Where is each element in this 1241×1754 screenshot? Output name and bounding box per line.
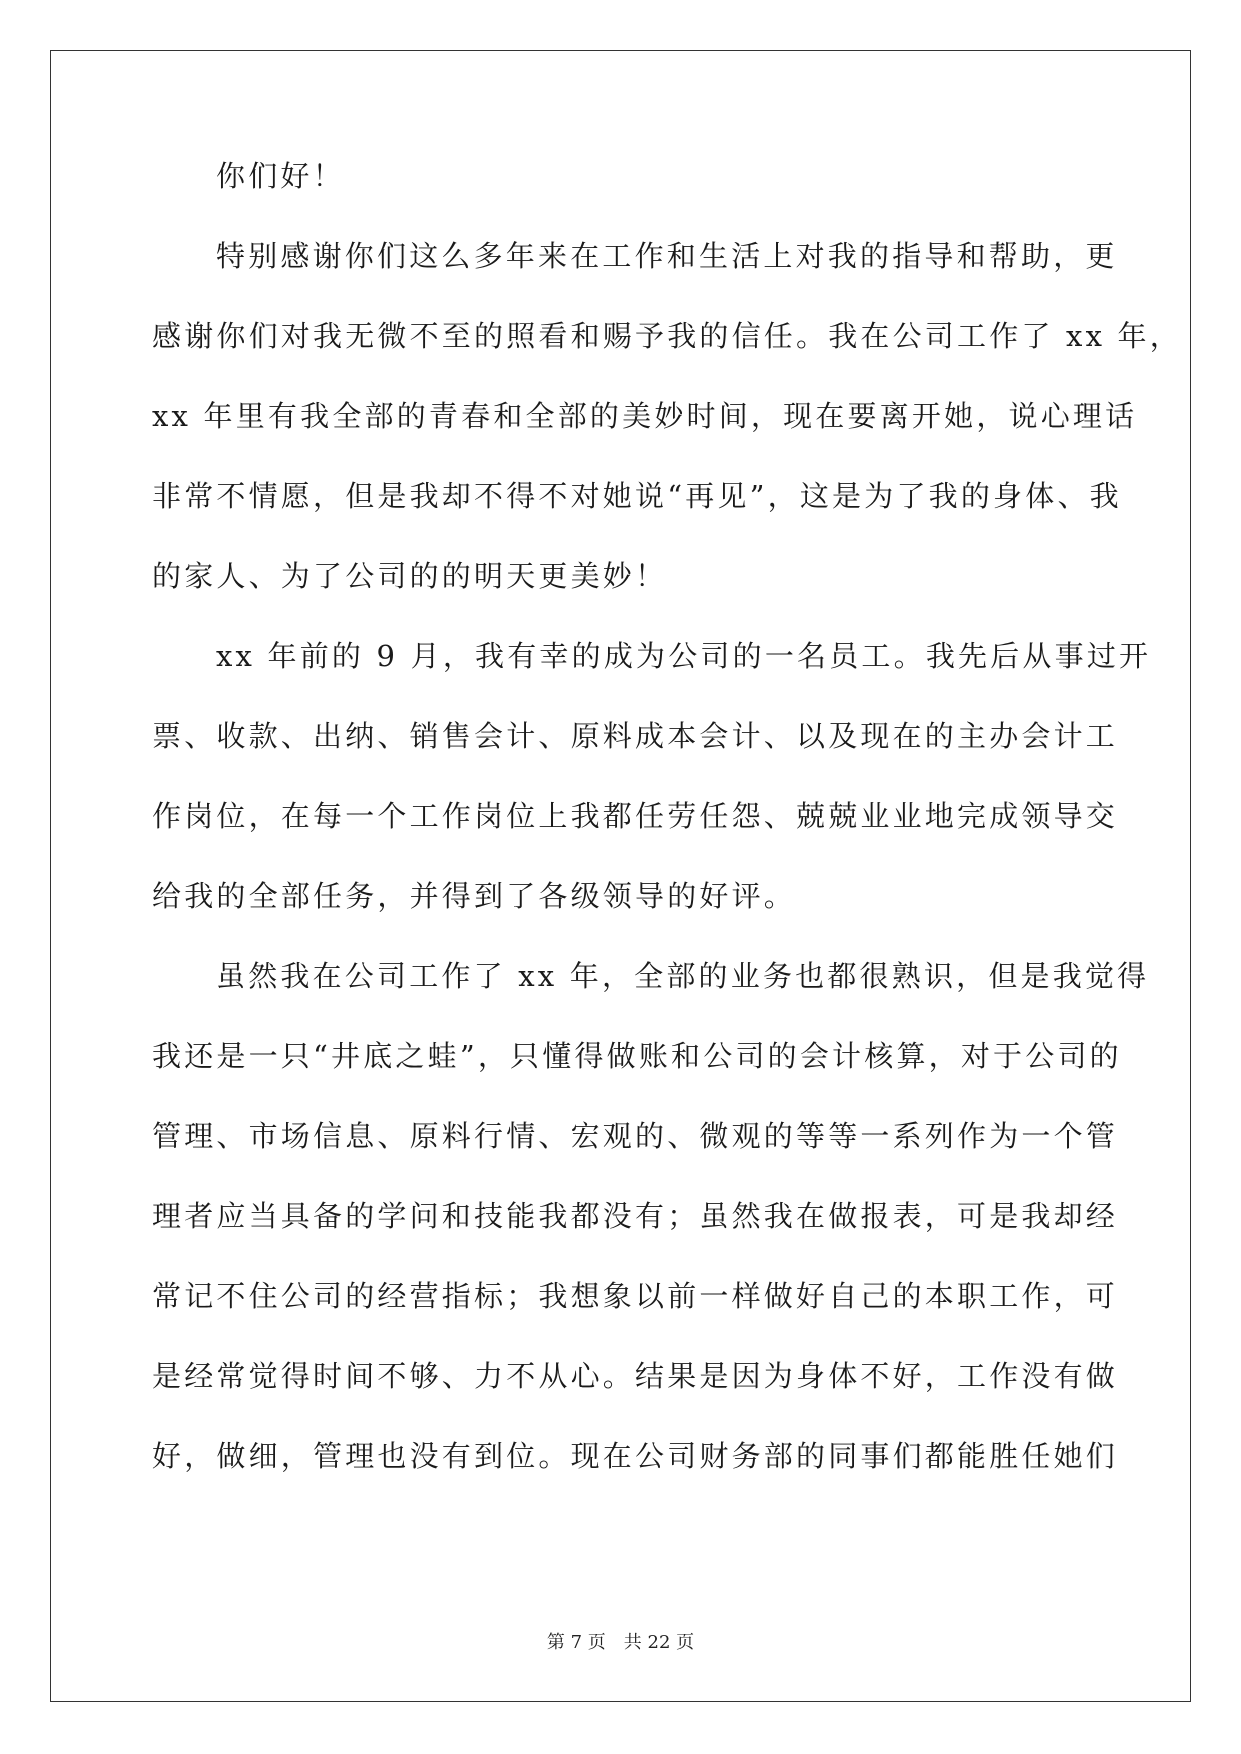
text-line: 的家人、为了公司的的明天更美妙！ — [152, 559, 668, 593]
document-body — [152, 158, 1182, 1518]
text-line: 我还是一只“井底之蛙”，只懂得做账和公司的会计核算，对于公司的 — [152, 1039, 1122, 1073]
text-line: xx 年里有我全部的青春和全部的美妙时间，现在要离开她，说心理话 — [152, 399, 1138, 433]
text-line: 感谢你们对我无微不至的照看和赐予我的信任。我在公司工作了 xx 年， — [152, 319, 1182, 353]
text-line: 好，做细，管理也没有到位。现在公司财务部的同事们都能胜任她们 — [152, 1439, 1119, 1473]
page-total: 共 22 页 — [623, 1632, 695, 1653]
text-line: 票、收款、出纳、销售会计、原料成本会计、以及现在的主办会计工 — [152, 719, 1119, 753]
text-line: 理者应当具备的学问和技能我都没有；虽然我在做报表，可是我却经 — [152, 1199, 1119, 1233]
text-line: 你们好！ — [216, 159, 345, 193]
text-line: 给我的全部任务，并得到了各级领导的好评。 — [152, 879, 797, 913]
text-line: 是经常觉得时间不够、力不从心。结果是因为身体不好，工作没有做 — [152, 1359, 1119, 1393]
text-line: 常记不住公司的经营指标；我想象以前一样做好自己的本职工作，可 — [152, 1279, 1119, 1313]
text-line: 作岗位，在每一个工作岗位上我都任劳任怨、兢兢业业地完成领导交 — [152, 799, 1119, 833]
text-line: xx 年前的 9 月，我有幸的成为公司的一名员工。我先后从事过开 — [216, 639, 1152, 673]
text-line: 虽然我在公司工作了 xx 年，全部的业务也都很熟识，但是我觉得 — [216, 959, 1150, 993]
page-footer — [0, 1628, 1241, 1654]
text-line: 非常不情愿，但是我却不得不对她说“再见”，这是为了我的身体、我 — [152, 479, 1122, 513]
text-line: 管理、市场信息、原料行情、宏观的、微观的等等一系列作为一个管 — [152, 1119, 1119, 1153]
page-number: 第 7 页 — [546, 1632, 606, 1653]
text-line: 特别感谢你们这么多年来在工作和生活上对我的指导和帮助，更 — [216, 239, 1118, 273]
